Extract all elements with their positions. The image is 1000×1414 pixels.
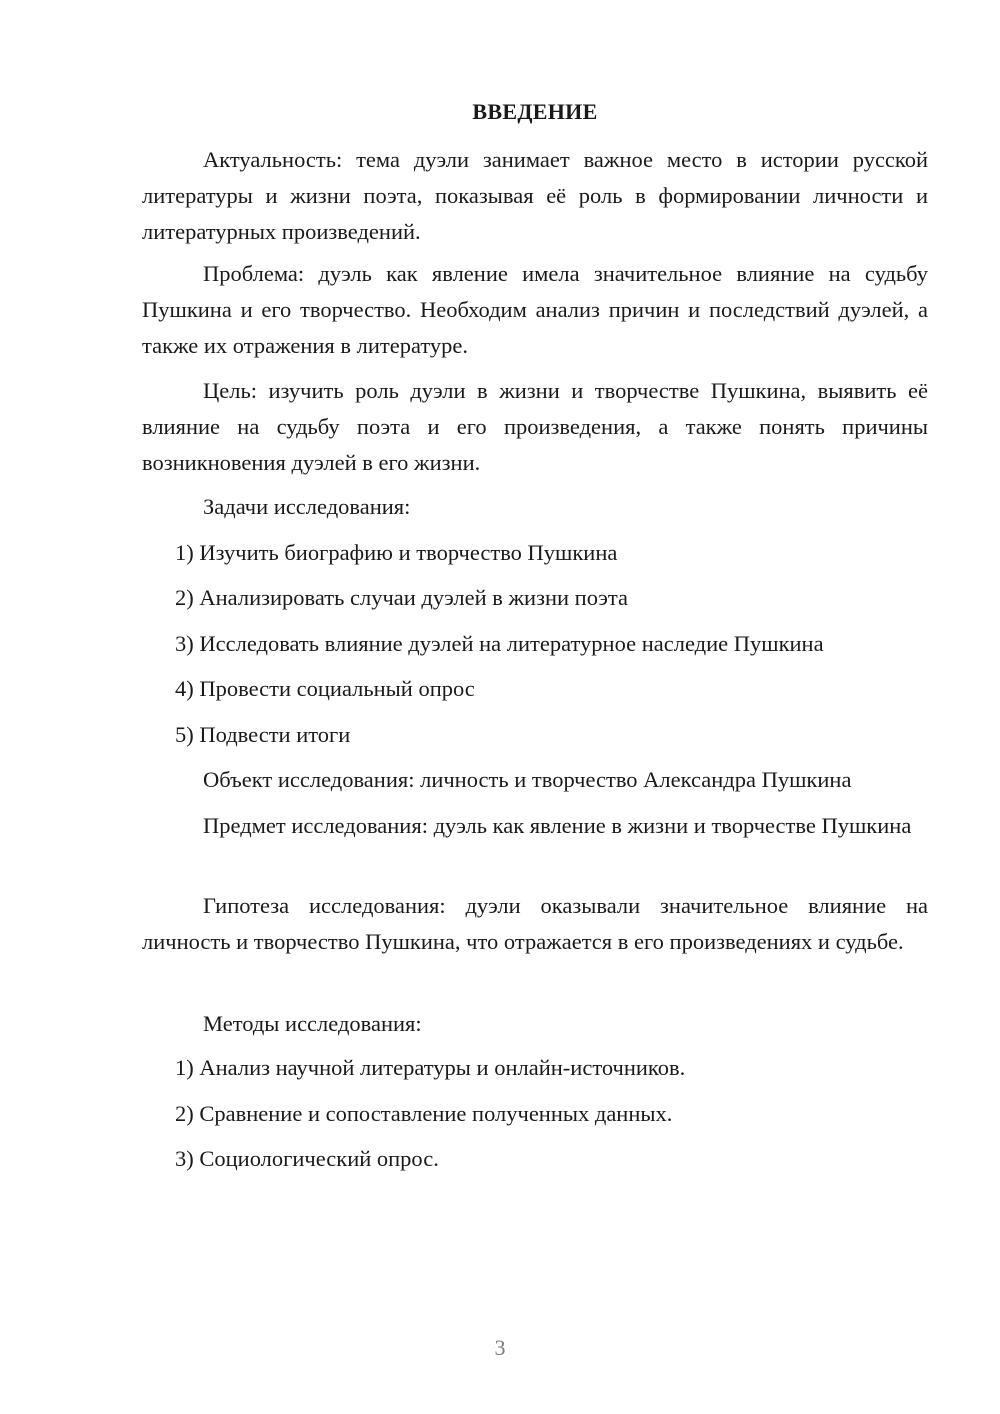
method-item: 3) Социологический опрос.: [175, 1146, 439, 1171]
task-item: 4) Провести социальный опрос: [175, 676, 475, 701]
task-item: 1) Изучить биографию и творчество Пушкина: [175, 540, 618, 565]
page-number: 3: [494, 1335, 506, 1360]
object-paragraph: Объект исследования: личность и творчество Александра Пушкина: [203, 767, 852, 792]
methods-heading: Методы исследования:: [203, 1011, 422, 1036]
hypothesis-paragraph: Гипотеза исследования: дуэли оказывали значительное влияние на личность и творчество Пушкина, что отражается в его произведениях и судьбе.: [142, 893, 928, 954]
method-item: 1) Анализ научной литературы и онлайн-источников.: [175, 1055, 686, 1080]
method-item: 2) Сравнение и сопоставление полученных данных.: [175, 1101, 673, 1126]
problem-paragraph: Проблема: дуэль как явление имела значительное влияние на судьбу Пушкина и его творчество. Необходим анализ причин и последствий дуэлей, а также их отражения в литературе.: [142, 261, 928, 358]
section-title: ВВЕДЕНИЕ: [472, 99, 598, 124]
task-item: 3) Исследовать влияние дуэлей на литературное наследие Пушкина: [175, 631, 824, 656]
subject-paragraph: Предмет исследования: дуэль как явление в жизни и творчестве Пушкина: [203, 813, 912, 838]
relevance-paragraph: Актуальность: тема дуэли занимает важное место в истории русской литературы и жизни поэта, показывая её роль в формировании личности и литературных произведений.: [142, 147, 928, 244]
task-item: 5) Подвести итоги: [175, 722, 351, 747]
goal-paragraph: Цель: изучить роль дуэли в жизни и творчестве Пушкина, выявить её влияние на судьбу поэта и его произведения, а также понять причины возникновения дуэлей в его жизни.: [142, 378, 928, 475]
task-item: 2) Анализировать случаи дуэлей в жизни поэта: [175, 585, 628, 610]
tasks-heading: Задачи исследования:: [203, 494, 411, 519]
